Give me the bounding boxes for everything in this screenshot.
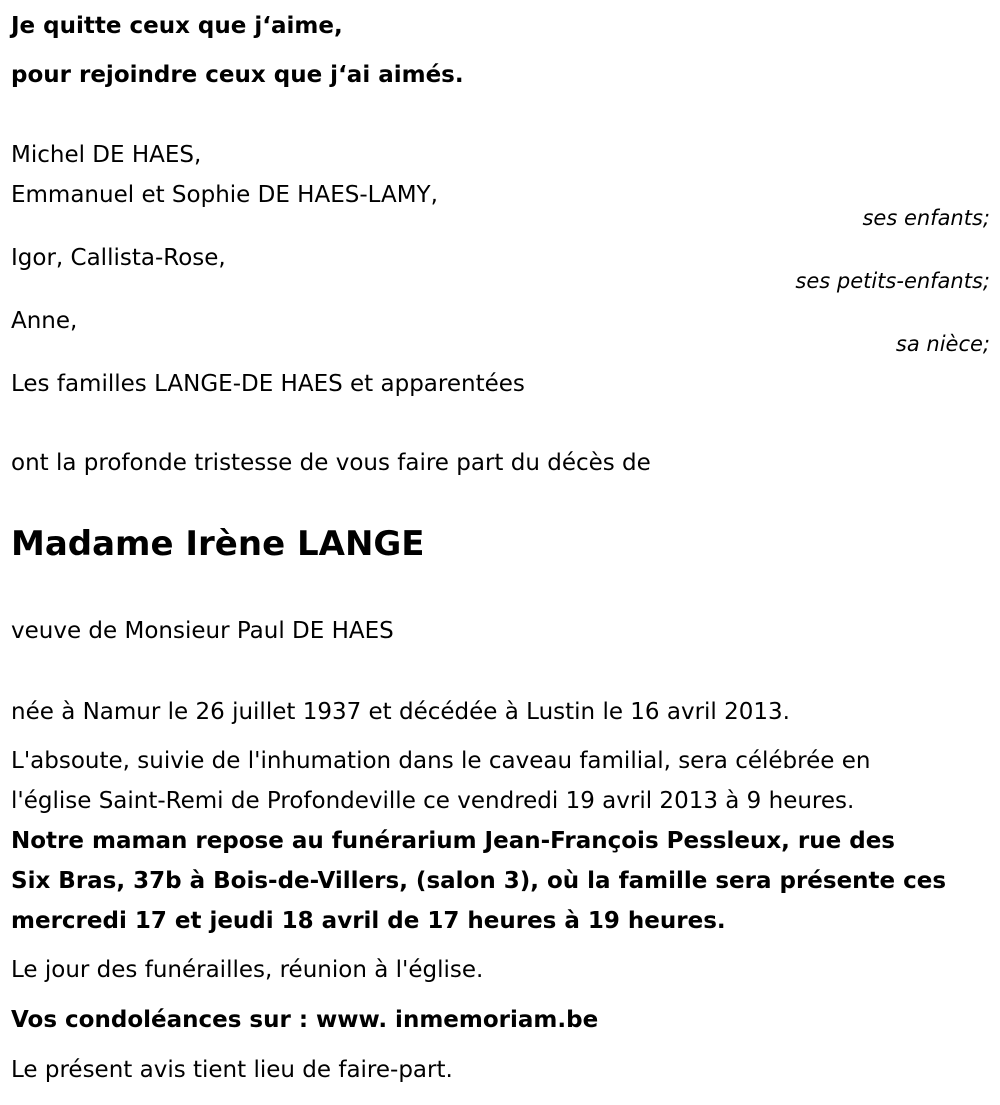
- condolences-line: Vos condoléances sur : www. inmemoriam.be: [11, 1007, 599, 1033]
- funerarium-line-3: mercredi 17 et jeudi 18 avril de 17 heures à 19 heures.: [11, 908, 726, 934]
- funerarium-line-2: Six Bras, 37b à Bois-de-Villers, (salon 3), où la famille sera présente ces: [11, 868, 947, 894]
- announcement-text: ont la profonde tristesse de vous faire part du décès de: [11, 450, 651, 476]
- niece-name: Anne,: [11, 308, 78, 334]
- notice-line: Le présent avis tient lieu de faire-part.: [11, 1057, 453, 1083]
- epigraph-line-1: Je quitte ceux que j‘aime,: [11, 13, 343, 39]
- ceremony-line-2: l'église Saint-Remi de Profondeville ce vendredi 19 avril 2013 à 9 heures.: [11, 788, 855, 814]
- child-name-1: Michel DE HAES,: [11, 142, 202, 168]
- widow-of: veuve de Monsieur Paul DE HAES: [11, 618, 394, 644]
- children-relation: ses enfants;: [862, 206, 990, 230]
- child-name-2: Emmanuel et Sophie DE HAES-LAMY,: [11, 182, 438, 208]
- ceremony-line-1: L'absoute, suivie de l'inhumation dans le caveau familial, sera célébrée en: [11, 748, 871, 774]
- funerarium-line-1: Notre maman repose au funérarium Jean-François Pessleux, rue des: [11, 828, 895, 854]
- extended-families: Les familles LANGE-DE HAES et apparentées: [11, 371, 525, 397]
- grandchildren-names: Igor, Callista-Rose,: [11, 245, 226, 271]
- epigraph-line-2: pour rejoindre ceux que j‘ai aimés.: [11, 62, 464, 88]
- funeral-meeting: Le jour des funérailles, réunion à l'église.: [11, 957, 484, 983]
- birth-death-dates: née à Namur le 26 juillet 1937 et décédée à Lustin le 16 avril 2013.: [11, 699, 790, 725]
- deceased-name: Madame Irène LANGE: [11, 524, 425, 564]
- niece-relation: sa nièce;: [895, 332, 990, 356]
- grandchildren-relation: ses petits-enfants;: [795, 269, 990, 293]
